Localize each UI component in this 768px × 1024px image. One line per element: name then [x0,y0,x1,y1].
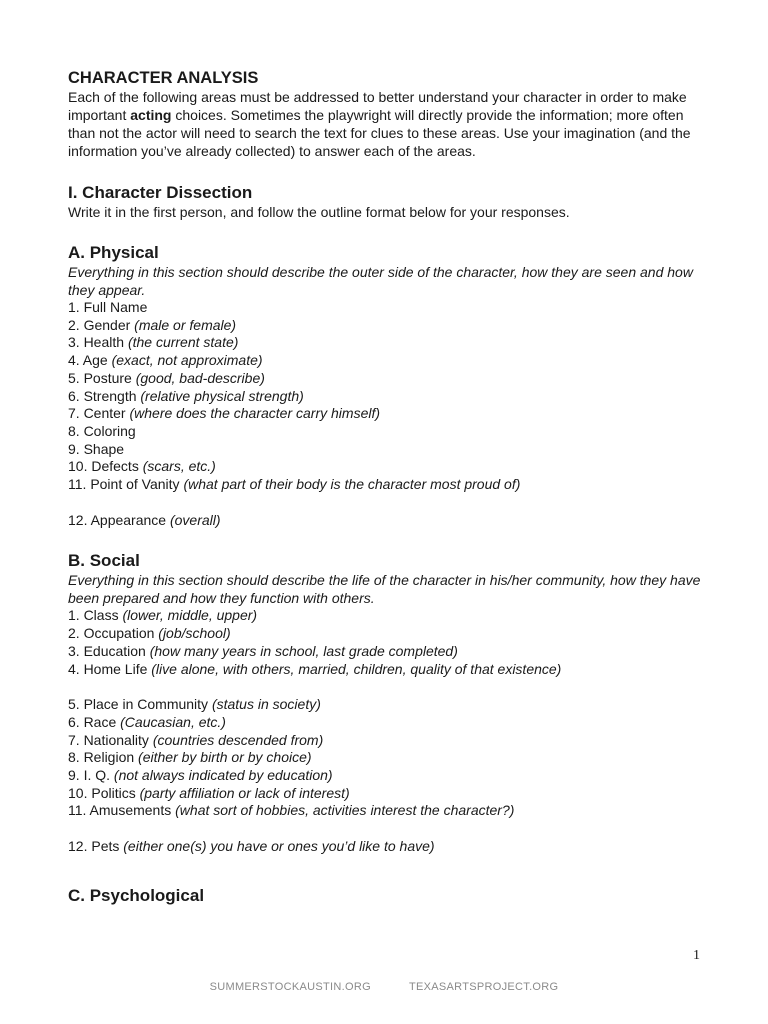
physical-heading: A. Physical [68,243,159,262]
item-label: 10. Politics [68,784,136,801]
page-number: 1 [693,948,700,963]
list-item [68,388,708,406]
item-note: (either one(s) you have or ones you’d like to have) [123,838,435,855]
item-note: (status in society) [211,696,321,713]
list-item [68,714,708,732]
item-label: 9. Shape [68,440,125,457]
intro-text-after: choices. Sometimes the playwright will directly provide the information; more often than not the actor will need to search the text for clues to these areas. Use your imagination (and the information you’ve already collected) to answer each of the areas. [68,107,691,159]
list-item [68,299,708,317]
footer-link-summerstock: SUMMERSTOCKAUSTIN.ORG [209,981,371,993]
social-heading: B. Social [68,551,140,571]
social-description: Everything in this section should describe the life of the character in his/her community, how they have been prepared and how they function with others. [68,572,701,607]
item-note: (the current state) [127,334,239,351]
item-label: 8. Coloring [68,422,136,439]
item-label: 12. Pets [68,838,120,855]
physical-list [68,299,708,494]
list-item [68,370,708,388]
list-item [68,785,708,803]
part1-heading: I. Character Dissection [68,183,253,202]
social-last-list [68,838,708,856]
list-item [68,334,708,352]
item-label: 7. Center [68,405,126,422]
list-item [68,352,708,370]
list-item [68,512,708,530]
item-label: 4. Home Life [68,660,148,677]
intro-bold-word: acting [130,107,172,123]
item-label: 7. Nationality [68,731,149,748]
footer [0,981,768,993]
item-note: (countries descended from) [152,731,324,748]
item-note: (male or female) [134,316,237,333]
item-note: (party affiliation or lack of interest) [139,784,350,801]
list-item [68,696,708,714]
list-item [68,661,708,679]
item-label: 2. Gender [68,316,131,333]
item-label: 11. Amusements [68,802,172,819]
list-item [68,423,708,441]
list-item [68,643,708,661]
document-page [68,68,708,906]
page-title: CHARACTER ANALYSIS [68,69,259,87]
item-note: (what sort of hobbies, activities interest the character?) [175,802,515,819]
item-note: (relative physical strength) [140,387,304,404]
list-item [68,838,708,856]
item-note: (Caucasian, etc.) [120,713,226,730]
physical-description: Everything in this section should describe the outer side of the character, how they are seen and how they appear. [68,264,693,298]
item-label: 5. Posture [68,369,132,386]
item-note: (what part of their body is the character most proud of) [183,476,521,493]
item-label: 8. Religion [68,749,135,766]
item-label: 1. Full Name [68,299,148,315]
intro-paragraph [68,88,708,160]
item-note: (good, bad-describe) [135,369,265,386]
item-note: (overall) [169,511,221,528]
item-label: 3. Health [68,334,125,351]
item-label: 5. Place in Community [68,696,209,713]
item-label: 11. Point of Vanity [68,476,180,493]
item-note: (not always indicated by education) [113,767,333,784]
part1-instruction: Write it in the first person, and follow the outline format below for your responses. [68,204,570,220]
item-label: 3. Education [68,642,146,659]
psychological-heading: C. Psychological [68,885,205,905]
footer-link-texasarts: TEXASARTSPROJECT.ORG [408,981,559,993]
intro-text-before: Each of the following areas must be addressed to better understand your character in order to make important [68,89,687,123]
item-note: (scars, etc.) [142,458,216,475]
social-list-a [68,607,708,678]
item-label: 1. Class [68,607,119,624]
item-note: (exact, not approximate) [111,352,263,369]
list-item [68,317,708,335]
physical-last-list [68,512,708,530]
item-label: 9. I. Q. [68,767,111,784]
list-item [68,749,708,767]
item-note: (how many years in school, last grade completed) [149,642,458,659]
list-item [68,802,708,820]
item-label: 6. Strength [68,387,137,404]
item-label: 10. Defects [68,458,139,475]
item-note: (either by birth or by choice) [138,749,312,766]
list-item [68,767,708,785]
list-item [68,441,708,459]
social-list-b [68,696,708,820]
item-label: 4. Age [68,352,108,369]
list-item [68,732,708,750]
item-label: 6. Race [68,713,117,730]
list-item [68,607,708,625]
list-item [68,625,708,643]
list-item [68,405,708,423]
item-note: (live alone, with others, married, children, quality of that existence) [151,660,562,677]
list-item [68,476,708,494]
item-note: (lower, middle, upper) [122,607,258,624]
item-label: 2. Occupation [68,625,155,642]
item-note: (job/school) [158,625,231,642]
item-label: 12. Appearance [68,511,167,528]
item-note: (where does the character carry himself) [129,405,381,422]
list-item [68,458,708,476]
